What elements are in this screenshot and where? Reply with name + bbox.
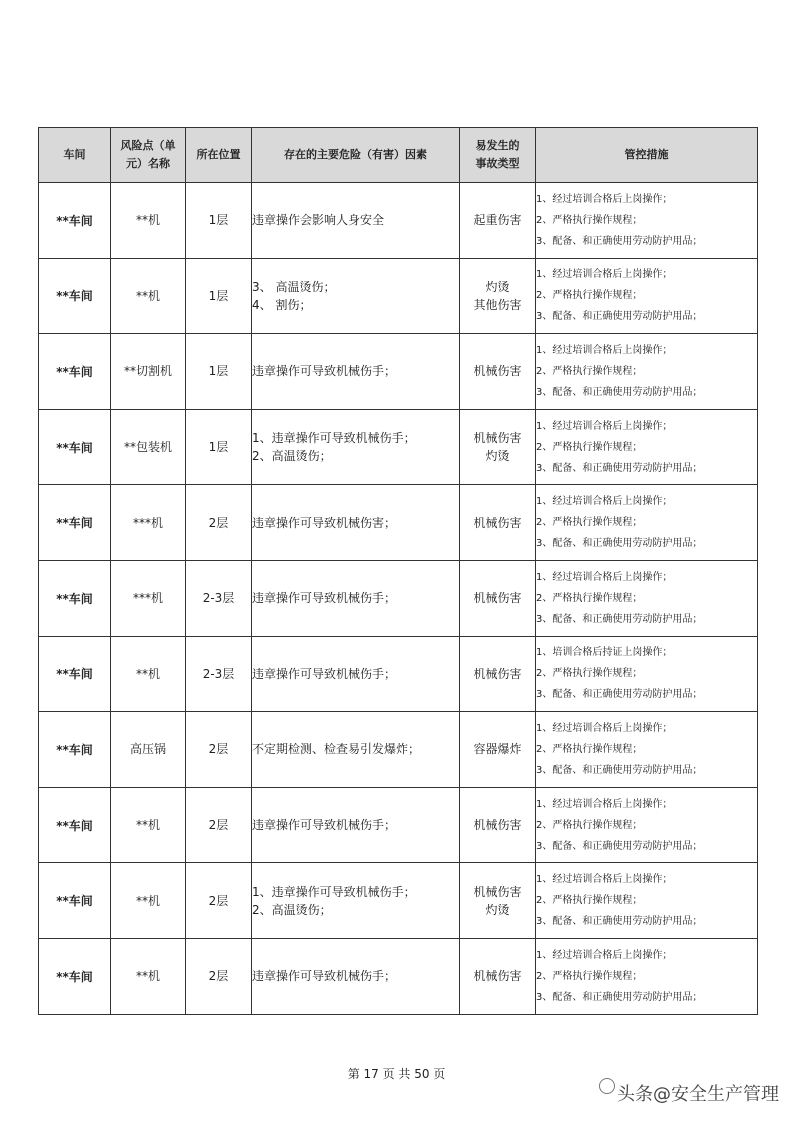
control-line: 2、严格执行操作规程； <box>536 819 643 831</box>
cell-location: 2层 <box>186 712 252 788</box>
control-line: 3、配备、和正确使用劳动防护用品； <box>536 462 703 474</box>
table-row <box>39 485 758 561</box>
control-line: 3、配备、和正确使用劳动防护用品； <box>536 840 703 852</box>
table-row <box>39 409 758 485</box>
cell-control-measures <box>536 334 758 410</box>
control-line: 3、配备、和正确使用劳动防护用品； <box>536 916 703 928</box>
cell-accident-type <box>460 258 536 334</box>
header-location: 所在位置 <box>186 128 252 183</box>
hazard-line: 违章操作可导致机械伤手； <box>252 969 397 984</box>
accident-line: 灼烫 <box>485 279 510 294</box>
cell-workshop: **车间 <box>39 183 111 259</box>
cell-risk-point: ***机 <box>111 560 186 636</box>
control-line: 3、配备、和正确使用劳动防护用品； <box>536 538 703 550</box>
control-line: 2、严格执行操作规程； <box>536 970 643 982</box>
cell-hazard <box>252 334 460 410</box>
header-risk-point-line1: 风险点（单 <box>120 139 176 152</box>
cell-control-measures <box>536 636 758 712</box>
hazard-line: 4、 割伤； <box>252 297 312 312</box>
cell-control-measures <box>536 938 758 1014</box>
accident-line: 其他伤害 <box>473 297 522 312</box>
header-accident-line1: 易发生的 <box>475 139 520 152</box>
table-row <box>39 636 758 712</box>
cell-workshop: **车间 <box>39 787 111 863</box>
table-row <box>39 258 758 334</box>
control-line: 1、培训合格后持证上岗操作； <box>536 647 673 659</box>
cell-risk-point: **包装机 <box>111 409 186 485</box>
cell-hazard <box>252 409 460 485</box>
control-line: 2、严格执行操作规程； <box>536 441 643 453</box>
cell-workshop: **车间 <box>39 258 111 334</box>
cell-location: 2层 <box>186 938 252 1014</box>
control-line: 1、经过培训合格后上岗操作； <box>536 496 673 508</box>
cell-accident-type <box>460 712 536 788</box>
hazard-line: 违章操作可导致机械伤害； <box>252 515 397 530</box>
cell-accident-type <box>460 636 536 712</box>
hazard-line: 不定期检测、检查易引发爆炸； <box>252 742 421 757</box>
cell-risk-point: **机 <box>111 938 186 1014</box>
cell-accident-type <box>460 863 536 939</box>
cell-location: 2层 <box>186 787 252 863</box>
table-row <box>39 712 758 788</box>
hazard-line: 1、违章操作可导致机械伤手； <box>252 884 416 899</box>
table-row <box>39 334 758 410</box>
control-line: 1、经过培训合格后上岗操作； <box>536 269 673 281</box>
cell-workshop: **车间 <box>39 712 111 788</box>
cell-location: 2层 <box>186 485 252 561</box>
hazard-line: 违章操作可导致机械伤手； <box>252 591 397 606</box>
accident-line: 灼烫 <box>485 902 510 917</box>
control-line: 2、严格执行操作规程； <box>536 743 643 755</box>
cell-control-measures <box>536 787 758 863</box>
cell-risk-point: **机 <box>111 183 186 259</box>
cell-hazard <box>252 787 460 863</box>
cell-workshop: **车间 <box>39 334 111 410</box>
table-header <box>39 128 758 183</box>
cell-workshop: **车间 <box>39 409 111 485</box>
cell-accident-type <box>460 183 536 259</box>
control-line: 3、配备、和正确使用劳动防护用品； <box>536 689 703 701</box>
cell-accident-type <box>460 560 536 636</box>
accident-line: 机械伤害 <box>473 364 522 379</box>
risk-table <box>38 127 758 1015</box>
cell-hazard <box>252 560 460 636</box>
table-row <box>39 183 758 259</box>
cell-risk-point: **机 <box>111 258 186 334</box>
hazard-line: 违章操作会影响人身安全 <box>252 213 385 228</box>
accident-line: 机械伤害 <box>473 818 522 833</box>
header-accident-type <box>460 128 536 183</box>
control-line: 2、严格执行操作规程； <box>536 592 643 604</box>
watermark-logo-icon <box>599 1078 615 1094</box>
hazard-line: 2、高温烫伤； <box>252 449 332 464</box>
control-line: 2、严格执行操作规程； <box>536 214 643 226</box>
header-risk-point <box>111 128 186 183</box>
cell-workshop: **车间 <box>39 636 111 712</box>
cell-hazard <box>252 485 460 561</box>
control-line: 1、经过培训合格后上岗操作； <box>536 193 673 205</box>
control-line: 3、配备、和正确使用劳动防护用品； <box>536 235 703 247</box>
header-control: 管控措施 <box>536 128 758 183</box>
cell-control-measures <box>536 183 758 259</box>
control-line: 2、严格执行操作规程； <box>536 668 643 680</box>
control-line: 3、配备、和正确使用劳动防护用品； <box>536 613 703 625</box>
cell-accident-type <box>460 334 536 410</box>
cell-risk-point: **机 <box>111 863 186 939</box>
cell-accident-type <box>460 787 536 863</box>
cell-location: 1层 <box>186 409 252 485</box>
accident-line: 机械伤害 <box>473 969 522 984</box>
control-line: 1、经过培训合格后上岗操作； <box>536 949 673 961</box>
cell-location: 2-3层 <box>186 636 252 712</box>
cell-control-measures <box>536 258 758 334</box>
cell-risk-point: 高压锅 <box>111 712 186 788</box>
header-accident-line2: 事故类型 <box>475 157 520 170</box>
accident-line: 灼烫 <box>485 449 510 464</box>
control-line: 1、经过培训合格后上岗操作； <box>536 722 673 734</box>
hazard-line: 违章操作可导致机械伤手； <box>252 666 397 681</box>
control-line: 1、经过培训合格后上岗操作； <box>536 571 673 583</box>
table-row <box>39 787 758 863</box>
accident-line: 容器爆炸 <box>473 742 522 757</box>
cell-risk-point: **切割机 <box>111 334 186 410</box>
cell-risk-point: **机 <box>111 636 186 712</box>
source-watermark-text: 头条@安全生产管理 <box>617 1084 779 1105</box>
control-line: 2、严格执行操作规程； <box>536 290 643 302</box>
accident-line: 机械伤害 <box>473 431 522 446</box>
cell-control-measures <box>536 409 758 485</box>
hazard-line: 2、高温烫伤； <box>252 902 332 917</box>
accident-line: 机械伤害 <box>473 515 522 530</box>
accident-line: 起重伤害 <box>473 213 522 228</box>
table-row <box>39 863 758 939</box>
cell-hazard <box>252 938 460 1014</box>
header-hazard: 存在的主要危险（有害）因素 <box>252 128 460 183</box>
cell-location: 1层 <box>186 183 252 259</box>
cell-risk-point: ***机 <box>111 485 186 561</box>
cell-control-measures <box>536 560 758 636</box>
table-row <box>39 560 758 636</box>
control-line: 1、经过培训合格后上岗操作； <box>536 874 673 886</box>
hazard-line: 3、 高温烫伤； <box>252 279 336 294</box>
accident-line: 机械伤害 <box>473 591 522 606</box>
control-line: 1、经过培训合格后上岗操作； <box>536 420 673 432</box>
cell-location: 1层 <box>186 334 252 410</box>
hazard-line: 违章操作可导致机械伤手； <box>252 818 397 833</box>
accident-line: 机械伤害 <box>473 884 522 899</box>
control-line: 3、配备、和正确使用劳动防护用品； <box>536 311 703 323</box>
table-body <box>39 183 758 1015</box>
control-line: 1、经过培训合格后上岗操作； <box>536 798 673 810</box>
cell-control-measures <box>536 485 758 561</box>
cell-workshop: **车间 <box>39 863 111 939</box>
cell-accident-type <box>460 938 536 1014</box>
cell-workshop: **车间 <box>39 938 111 1014</box>
hazard-line: 1、违章操作可导致机械伤手； <box>252 431 416 446</box>
cell-hazard <box>252 636 460 712</box>
cell-workshop: **车间 <box>39 485 111 561</box>
cell-hazard <box>252 863 460 939</box>
control-line: 1、经过培训合格后上岗操作； <box>536 344 673 356</box>
control-line: 2、严格执行操作规程； <box>536 365 643 377</box>
cell-hazard <box>252 183 460 259</box>
header-workshop: 车间 <box>39 128 111 183</box>
cell-hazard <box>252 712 460 788</box>
cell-location: 2-3层 <box>186 560 252 636</box>
cell-workshop: **车间 <box>39 560 111 636</box>
cell-accident-type <box>460 485 536 561</box>
control-line: 3、配备、和正确使用劳动防护用品； <box>536 764 703 776</box>
cell-location: 2层 <box>186 863 252 939</box>
hazard-line: 违章操作可导致机械伤手； <box>252 364 397 379</box>
cell-accident-type <box>460 409 536 485</box>
cell-location: 1层 <box>186 258 252 334</box>
page-number: 第 17 页 共 50 页 <box>347 1067 446 1081</box>
cell-risk-point: **机 <box>111 787 186 863</box>
control-line: 3、配备、和正确使用劳动防护用品； <box>536 386 703 398</box>
control-line: 2、严格执行操作规程； <box>536 895 643 907</box>
accident-line: 机械伤害 <box>473 666 522 681</box>
cell-control-measures <box>536 712 758 788</box>
table-row <box>39 938 758 1014</box>
source-watermark <box>599 1080 779 1106</box>
cell-control-measures <box>536 863 758 939</box>
header-risk-point-line2: 元）名称 <box>126 157 170 170</box>
cell-hazard <box>252 258 460 334</box>
control-line: 2、严格执行操作规程； <box>536 517 643 529</box>
control-line: 3、配备、和正确使用劳动防护用品； <box>536 991 703 1003</box>
